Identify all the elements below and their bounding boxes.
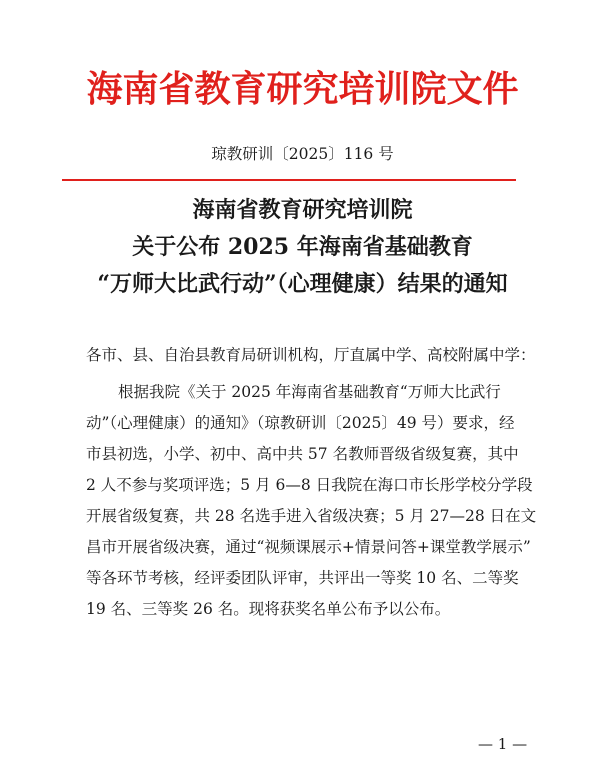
- document-number: 琼教研训〔2025〕116 号: [211, 145, 394, 163]
- title-line-3: “万师大比武行动”（心理健康）结果的通知: [97, 271, 508, 297]
- body-line-6: 昌市开展省级决赛，通过“视频课展示+情景问答+课堂教学展示”: [86, 538, 531, 556]
- body-line-1: 根据我院《关于 2025 年海南省基础教育“万师大比武行: [118, 383, 501, 401]
- body-line-2: 动”（心理健康）的通知》（琼教研训〔2025〕49 号）要求，经: [86, 414, 515, 432]
- body-line-3: 市县初选，小学、初中、高中共 57 名教师晋级省级复赛，其中: [86, 445, 519, 463]
- title-line-2: 关于公布 2025 年海南省基础教育: [132, 234, 473, 260]
- body-line-7: 等各环节考核，经评委团队评审，共评出一等奖 10 名、二等奖: [86, 569, 519, 587]
- title-line-1: 海南省教育研究培训院: [192, 197, 413, 223]
- body-line-4: 2 人不参与奖项评选；5 月 6—8 日我院在海口市长彤学校分学段: [86, 476, 533, 494]
- red-divider-line: [62, 179, 516, 181]
- body-line-5: 开展省级复赛，共 28 名选手进入省级决赛；5 月 27—28 日在文: [86, 507, 537, 525]
- page-number: — 1 —: [478, 735, 528, 753]
- salutation: 各市、县、自治县教育局研训机构，厅直属中学、高校附属中学：: [86, 346, 536, 364]
- body-line-8: 19 名、三等奖 26 名。现将获奖名单公布予以公布。: [86, 600, 451, 618]
- org-header: 海南省教育研究培训院文件: [86, 69, 519, 110]
